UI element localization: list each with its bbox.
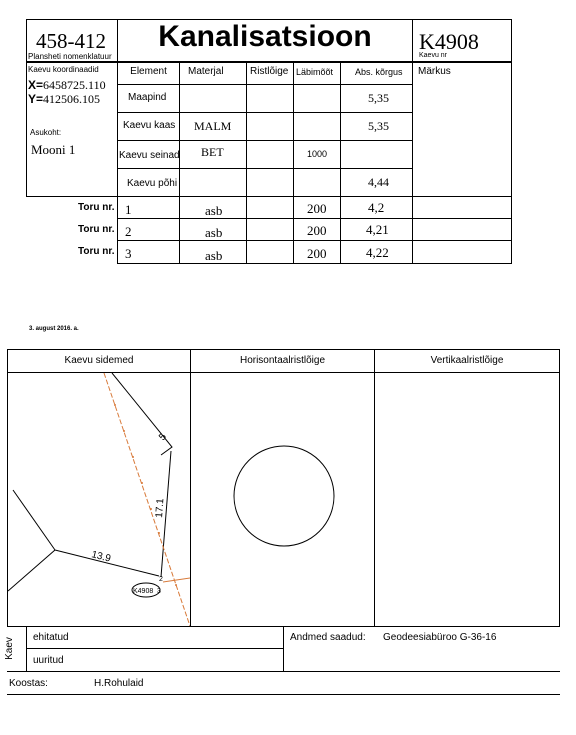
map-well-tag: K4908 — [133, 588, 154, 595]
row-material-walls: BET — [201, 145, 224, 159]
map-line-left-up — [13, 490, 55, 550]
col-header-notes: Märkus — [418, 66, 451, 77]
pipe-label-2: Toru nr. — [78, 224, 115, 235]
row-element-lid: Kaevu kaas — [123, 120, 176, 131]
well-circle — [234, 446, 334, 546]
map-line-upper — [112, 373, 172, 455]
pipe-height-2: 4,21 — [366, 222, 389, 237]
author-label: Koostas: — [9, 678, 48, 689]
well-number-caption: Kaevu nr — [419, 52, 448, 59]
connections-map — [8, 373, 190, 626]
col-header-height: Abs. kõrgus — [355, 67, 403, 77]
plan-number-caption: Plansheti nomenklatuur — [28, 52, 112, 61]
row-height-ground: 5,35 — [368, 91, 389, 105]
col-header-diameter: Läbimõõt — [296, 67, 334, 77]
coord-x — [28, 78, 106, 93]
horizontal-section-diagram — [191, 373, 374, 626]
pipe-number-3: 3 — [125, 246, 132, 261]
page-title: Kanalisatsioon — [158, 20, 372, 53]
coord-x-value: 6458725.110 — [43, 78, 106, 92]
pipe-height-3: 4,22 — [366, 245, 389, 260]
panel-title-connections: Kaevu sidemed — [64, 355, 134, 366]
map-label-13: 13.9 — [90, 549, 112, 565]
row-material-lid: MALM — [194, 119, 232, 133]
pipe-label-1: Toru nr. — [78, 202, 115, 213]
col-header-material: Materjal — [188, 66, 224, 77]
row-element-ground: Maapind — [128, 92, 167, 103]
well-number: K4908 — [419, 29, 479, 54]
footer-side-label: Kaev — [3, 637, 15, 660]
pipe-height-1: 4,2 — [368, 200, 385, 215]
map-label-5: 5 — [157, 431, 169, 444]
location-caption: Asukoht: — [30, 128, 62, 137]
pipe-diameter-3: 200 — [307, 246, 327, 261]
coord-y-value: 412506.105 — [43, 92, 101, 106]
row-height-bottom: 4,44 — [368, 175, 389, 189]
col-header-element: Element — [130, 66, 167, 77]
data-source-value: Geodeesiabüroo G-36-16 — [383, 632, 497, 643]
col-header-cross: Ristlõige — [250, 66, 289, 77]
map-label-17: 17.1 — [154, 498, 167, 519]
map-label-2: 2 — [159, 576, 163, 583]
row-diameter-walls: 1000 — [307, 149, 328, 159]
coord-y-label: Y= — [28, 92, 44, 106]
panel-title-horizontal: Horisontaalristlõige — [239, 355, 326, 366]
coords-caption: Kaevu koordinaadid — [28, 65, 99, 74]
sewer-line-branch — [163, 578, 190, 582]
pipe-diameter-2: 200 — [307, 223, 327, 238]
pipe-material-1: asb — [205, 203, 223, 218]
plan-number: 458-412 — [36, 29, 106, 53]
document-date: 3. august 2016. a. — [29, 326, 79, 332]
row-element-walls: Kaevu seinad — [119, 150, 180, 161]
coord-y — [28, 92, 100, 107]
footer-built: ehitatud — [33, 632, 69, 643]
pipe-diameter-1: 200 — [307, 201, 327, 216]
panel-title-vertical: Vertikaalristlõige — [430, 355, 504, 366]
pipe-material-2: asb — [205, 225, 223, 240]
row-height-lid: 5,35 — [368, 119, 389, 133]
data-source-label: Andmed saadud: — [290, 632, 366, 643]
row-element-bottom: Kaevu põhi — [127, 178, 178, 189]
map-line-left-down — [8, 550, 55, 591]
pipe-number-1: 1 — [125, 202, 132, 217]
map-label-3: 3 — [157, 588, 161, 595]
pipe-material-3: asb — [205, 248, 223, 263]
pipe-number-2: 2 — [125, 224, 132, 239]
location-value: Mooni 1 — [31, 142, 76, 157]
author-value: H.Rohulaid — [94, 678, 144, 689]
coord-x-label: X= — [28, 78, 44, 92]
footer-surveyed: uuritud — [33, 655, 64, 666]
pipe-label-3: Toru nr. — [78, 246, 115, 257]
